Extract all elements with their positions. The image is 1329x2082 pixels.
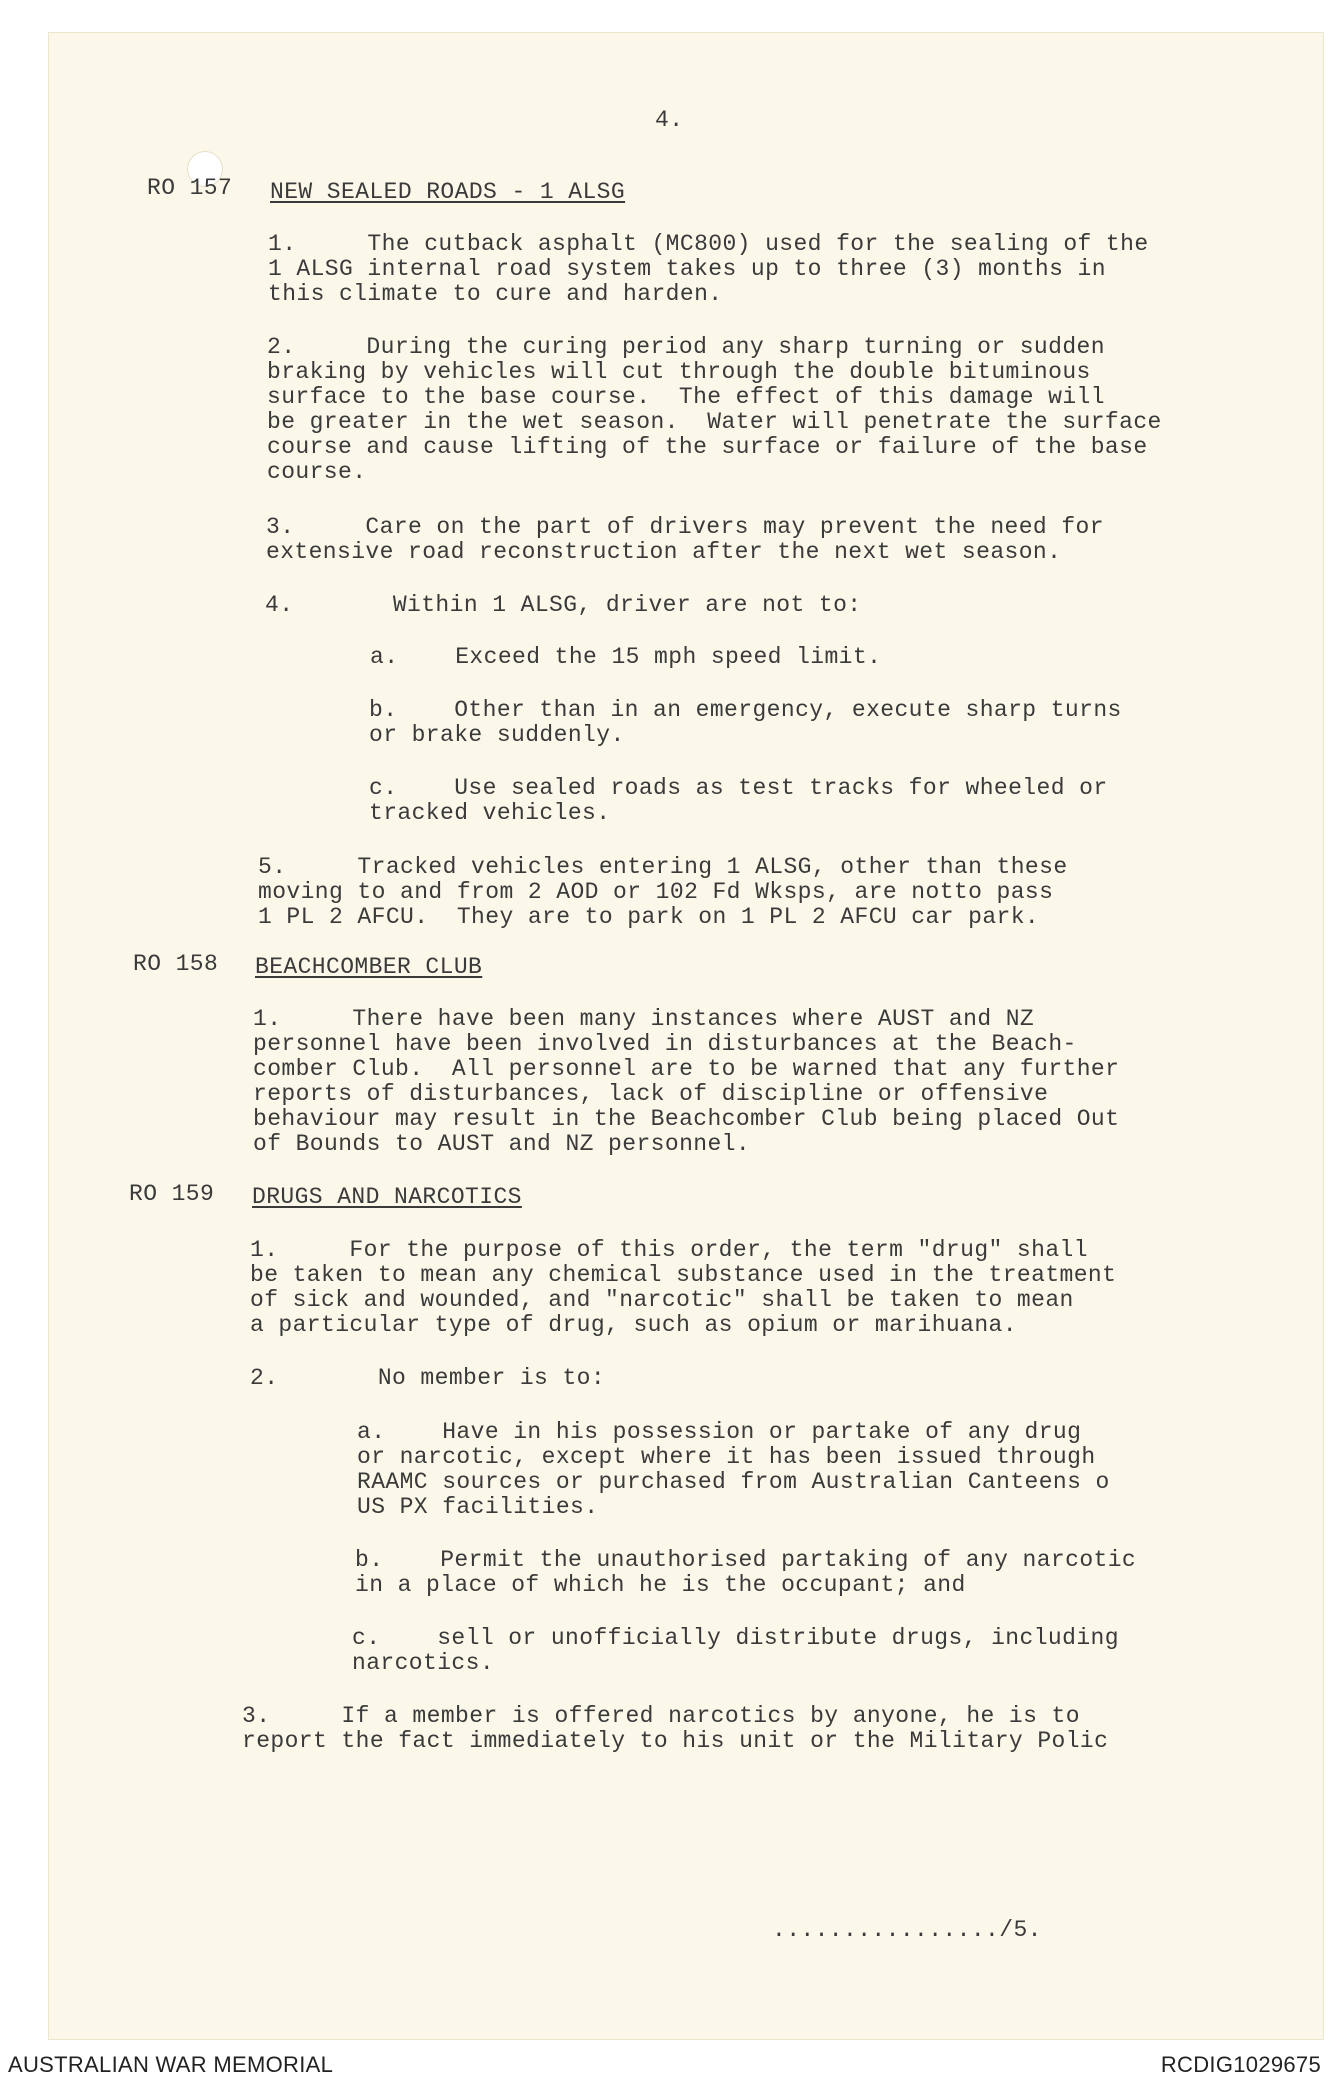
text-line: 3. Care on the part of drivers may prevent the need for [266, 514, 1104, 540]
text-line: course and cause lifting of the surface or failure of the base [267, 434, 1148, 460]
text-line: c. Use sealed roads as test tracks for wheeled or [369, 775, 1108, 801]
text-line: moving to and from 2 AOD or 102 Fd Wksps, are notto pass [258, 879, 1054, 905]
text-line: 2. No member is to: [250, 1365, 606, 1391]
text-line: a. Exceed the 15 mph speed limit. [370, 644, 882, 670]
text-line: braking by vehicles will cut through the double bituminous [267, 359, 1091, 385]
text-line: RAAMC sources or purchased from Australian Canteens o [357, 1469, 1110, 1495]
text-line: of Bounds to AUST and NZ personnel. [253, 1131, 751, 1157]
text-line: 1. For the purpose of this order, the term "drug" shall [250, 1237, 1088, 1263]
text-line: surface to the base course. The effect of this damage will [267, 384, 1105, 410]
text-line: b. Other than in an emergency, execute sharp turns [369, 697, 1122, 723]
text-line: 1. The cutback asphalt (MC800) used for the sealing of the [268, 231, 1149, 257]
text-line: b. Permit the unauthorised partaking of any narcotic [355, 1547, 1137, 1573]
text-line: extensive road reconstruction after the next wet season. [266, 539, 1062, 565]
text-line: a particular type of drug, such as opium or marihuana. [250, 1312, 1017, 1338]
text-line: tracked vehicles. [369, 800, 611, 826]
continuation-mark: ................/5. [772, 1917, 1042, 1943]
order-ref-157: RO 157 [147, 175, 233, 201]
text-line: or brake suddenly. [369, 722, 625, 748]
text-line: 1. There have been many instances where AUST and NZ [253, 1006, 1035, 1032]
page-number: 4. [655, 107, 684, 133]
text-line: 1 PL 2 AFCU. They are to park on 1 PL 2 AFCU car park. [258, 904, 1040, 930]
order-heading-158: BEACHCOMBER CLUB [255, 954, 483, 980]
order-ref-159: RO 159 [129, 1181, 215, 1207]
text-line: 4. Within 1 ALSG, driver are not to: [265, 592, 862, 618]
order-heading-157: NEW SEALED ROADS - 1 ALSG [270, 179, 626, 205]
text-line: 5. Tracked vehicles entering 1 ALSG, other than these [258, 854, 1068, 880]
text-line: personnel have been involved in disturbances at the Beach- [253, 1031, 1077, 1057]
text-line: of sick and wounded, and "narcotic" shall be taken to mean [250, 1287, 1074, 1313]
footer-record-id: RCDIG1029675 [1160, 2052, 1321, 2077]
text-line: a. Have in his possession or partake of any drug [357, 1419, 1082, 1445]
text-line: 1 ALSG internal road system takes up to three (3) months in [268, 256, 1106, 282]
text-line: report the fact immediately to his unit or the Military Polic [242, 1728, 1109, 1754]
order-ref-158: RO 158 [133, 951, 219, 977]
text-line: comber Club. All personnel are to be warned that any further [253, 1056, 1120, 1082]
text-line: behaviour may result in the Beachcomber Club being placed Out [253, 1106, 1120, 1132]
footer-source: AUSTRALIAN WAR MEMORIAL [8, 2052, 334, 2077]
text-line: this climate to cure and harden. [268, 281, 723, 307]
text-line: be greater in the wet season. Water will penetrate the surface [267, 409, 1162, 435]
text-line: US PX facilities. [357, 1494, 599, 1520]
text-line: narcotics. [352, 1650, 495, 1676]
text-line: reports of disturbances, lack of discipline or offensive [253, 1081, 1049, 1107]
text-line: be taken to mean any chemical substance used in the treatment [250, 1262, 1117, 1288]
text-line: 3. If a member is offered narcotics by anyone, he is to [242, 1703, 1080, 1729]
order-heading-159: DRUGS AND NARCOTICS [252, 1184, 522, 1210]
text-line: 2. During the curing period any sharp turning or sudden [267, 334, 1105, 360]
text-line: course. [267, 459, 367, 485]
text-line: in a place of which he is the occupant; and [355, 1572, 966, 1598]
text-line: or narcotic, except where it has been issued through [357, 1444, 1096, 1470]
text-line: c. sell or unofficially distribute drugs, including [352, 1625, 1119, 1651]
